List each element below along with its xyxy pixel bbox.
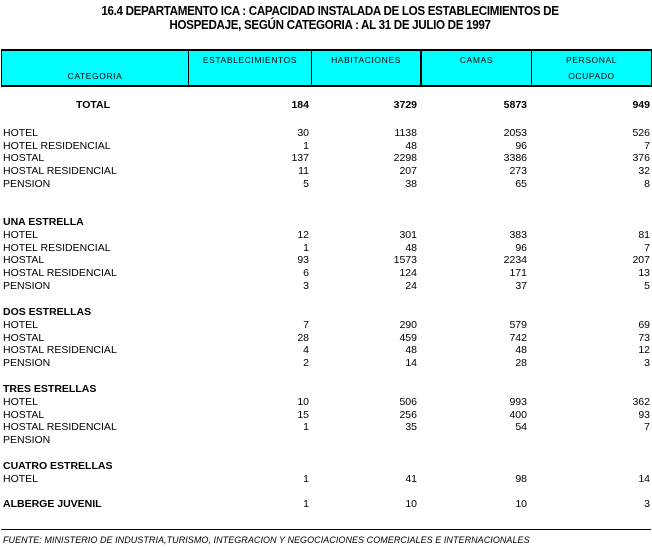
cell-personal-ocupado: 8 (644, 177, 650, 190)
cell-camas: 96 (515, 139, 527, 152)
cell-habitaciones: 3729 (393, 99, 417, 111)
header-establecimientos-label: ESTABLECIMIENTOS (202, 55, 298, 65)
row-label: HOTEL RESIDENCIAL (3, 139, 111, 152)
row-label: HOSTAL (3, 331, 45, 344)
cell-camas: 742 (509, 331, 527, 344)
cell-habitaciones: 506 (399, 396, 417, 408)
cell-habitaciones: 207 (399, 165, 417, 178)
table-row (0, 267, 652, 280)
row-label: HOSTAL (3, 152, 45, 165)
row-label: TOTAL (76, 99, 111, 111)
table-row (0, 434, 652, 447)
cell-personal-ocupado: 376 (632, 152, 650, 165)
cell-camas: 2053 (503, 127, 527, 139)
total-row (0, 99, 652, 112)
cell-establecimientos: 1 (303, 473, 309, 485)
row-label: HOSTAL (3, 254, 45, 267)
cell-habitaciones: 1138 (394, 127, 417, 139)
row-label: ALBERGE JUVENIL (3, 498, 102, 510)
table-row (0, 242, 652, 255)
table-row (0, 280, 652, 293)
row-label: HOTEL (3, 319, 39, 331)
table-row (0, 127, 652, 140)
source-note: FUENTE: MINISTERIO DE INDUSTRIA,TURISMO, INTEGRACION Y NEGOCIACIONES COMERCIALES E INTERNACIONALES (3, 535, 530, 545)
section-heading (0, 216, 652, 229)
cell-camas: 273 (509, 165, 527, 178)
cell-personal-ocupado: 362 (632, 396, 650, 408)
cell-personal-ocupado: 7 (644, 241, 650, 254)
cell-establecimientos: 5 (303, 177, 309, 190)
cell-camas: 28 (515, 357, 527, 370)
cell-habitaciones: 459 (399, 331, 417, 344)
cell-personal-ocupado: 7 (644, 139, 650, 152)
row-label: HOTEL (3, 473, 39, 485)
cell-establecimientos: 1 (303, 421, 309, 434)
cell-camas: 400 (509, 408, 527, 421)
cell-habitaciones: 256 (399, 408, 417, 421)
cell-personal-ocupado: 93 (638, 408, 650, 421)
cell-establecimientos: 6 (303, 267, 309, 280)
cell-camas: 2234 (503, 254, 527, 267)
header-ocupado-label: OCUPADO (568, 71, 615, 81)
cell-personal-ocupado: 12 (638, 344, 650, 357)
table-row (0, 409, 652, 422)
cell-habitaciones: 10 (405, 498, 417, 510)
row-label: PENSION (3, 357, 51, 370)
cell-establecimientos: 93 (297, 254, 309, 267)
cell-camas: 48 (515, 344, 527, 357)
cell-habitaciones: 38 (405, 177, 417, 190)
table-row (0, 140, 652, 153)
section-title: UNA ESTRELLA (3, 216, 84, 228)
row-label: HOSTAL RESIDENCIAL (3, 344, 117, 357)
cell-camas: 96 (515, 241, 527, 254)
header-habitaciones (312, 51, 420, 85)
row-label: HOTEL (3, 396, 39, 408)
cell-personal-ocupado: 207 (632, 254, 650, 267)
cell-camas: 579 (509, 319, 527, 331)
cell-camas: 37 (515, 279, 527, 292)
header-personal-ocupado (532, 51, 651, 85)
cell-habitaciones: 124 (399, 267, 417, 280)
row-label: HOSTAL (3, 408, 45, 421)
header-camas-label: CAMAS (459, 55, 494, 65)
cell-establecimientos: 3 (303, 279, 309, 292)
cell-habitaciones: 48 (405, 344, 417, 357)
cell-establecimientos: 28 (297, 331, 309, 344)
section-title: CUATRO ESTRELLAS (3, 460, 113, 472)
cell-camas: 54 (515, 421, 527, 434)
table-header (1, 49, 652, 87)
row-label: HOSTAL RESIDENCIAL (3, 267, 117, 280)
header-categoria (2, 51, 188, 85)
cell-personal-ocupado: 81 (638, 229, 650, 241)
table-row (0, 421, 652, 434)
table-row (0, 396, 652, 409)
cell-habitaciones: 2298 (393, 152, 417, 165)
table-row (0, 254, 652, 267)
section-heading (0, 460, 652, 473)
cell-camas: 993 (509, 396, 527, 408)
cell-camas: 383 (509, 229, 527, 241)
cell-habitaciones: 48 (405, 241, 417, 254)
cell-establecimientos: 4 (303, 344, 309, 357)
row-label: HOTEL RESIDENCIAL (3, 241, 111, 254)
cell-camas: 5873 (503, 99, 527, 111)
header-habitaciones-label: HABITACIONES (331, 55, 401, 65)
cell-camas: 10 (515, 498, 527, 510)
row-label: PENSION (3, 434, 51, 447)
cell-personal-ocupado: 7 (644, 421, 650, 434)
cell-habitaciones: 1573 (393, 254, 417, 267)
table-row (0, 357, 652, 370)
section-heading (0, 306, 652, 319)
row-label: HOTEL (3, 127, 39, 139)
row-label: HOSTAL RESIDENCIAL (3, 421, 117, 434)
cell-habitaciones: 301 (399, 229, 417, 241)
table-row (0, 344, 652, 357)
table-title-line-1: 16.4 DEPARTAMENTO ICA : CAPACIDAD INSTALADA DE LOS ESTABLECIMIENTOS DE (101, 4, 559, 18)
cell-habitaciones: 14 (405, 357, 417, 370)
table-row (0, 473, 652, 486)
section-title: TRES ESTRELLAS (3, 383, 97, 395)
cell-camas: 98 (515, 473, 527, 485)
cell-establecimientos: 1 (303, 139, 309, 152)
table-row (0, 229, 652, 242)
header-categoria-label: CATEGORIA (67, 71, 123, 81)
row-label: HOSTAL RESIDENCIAL (3, 165, 117, 178)
cell-personal-ocupado: 14 (638, 473, 650, 485)
section-heading (0, 383, 652, 396)
cell-camas: 3386 (503, 152, 527, 165)
cell-establecimientos: 30 (297, 127, 309, 139)
cell-establecimientos: 137 (291, 152, 309, 165)
table-row (0, 178, 652, 191)
cell-establecimientos: 12 (297, 229, 309, 241)
header-establecimientos (189, 51, 311, 85)
cell-habitaciones: 48 (405, 139, 417, 152)
cell-personal-ocupado: 3 (644, 498, 650, 510)
cell-habitaciones: 290 (399, 319, 417, 331)
table-row (0, 152, 652, 165)
cell-habitaciones: 35 (405, 421, 417, 434)
section-title: DOS ESTRELLAS (3, 306, 92, 318)
cell-establecimientos: 184 (291, 99, 309, 111)
table-row (0, 332, 652, 345)
cell-establecimientos: 10 (297, 396, 309, 408)
cell-camas: 171 (509, 267, 527, 280)
cell-establecimientos: 1 (303, 498, 309, 510)
cell-personal-ocupado: 3 (644, 357, 650, 370)
cell-personal-ocupado: 13 (638, 267, 650, 280)
cell-establecimientos: 11 (298, 165, 309, 178)
cell-habitaciones: 41 (405, 473, 417, 485)
table-title-line-2: HOSPEDAJE, SEGÚN CATEGORIA : AL 31 DE JULIO DE 1997 (169, 18, 491, 32)
footer-divider (1, 529, 651, 530)
albergue-row (0, 498, 652, 511)
cell-personal-ocupado: 69 (638, 319, 650, 331)
cell-establecimientos: 15 (297, 408, 309, 421)
table-row (0, 165, 652, 178)
cell-habitaciones: 24 (405, 279, 417, 292)
cell-camas: 65 (515, 177, 527, 190)
cell-establecimientos: 2 (303, 357, 309, 370)
table-row (0, 319, 652, 332)
row-label: PENSION (3, 279, 51, 292)
row-label: HOTEL (3, 229, 39, 241)
cell-personal-ocupado: 32 (638, 165, 650, 178)
cell-personal-ocupado: 526 (632, 127, 650, 139)
cell-personal-ocupado: 73 (638, 331, 650, 344)
header-personal-label: PERSONAL (565, 55, 618, 65)
header-camas (422, 51, 531, 85)
cell-establecimientos: 1 (303, 241, 309, 254)
cell-personal-ocupado: 5 (644, 279, 650, 292)
cell-personal-ocupado: 949 (632, 99, 650, 111)
row-label: PENSION (3, 177, 51, 190)
cell-establecimientos: 7 (303, 319, 309, 331)
